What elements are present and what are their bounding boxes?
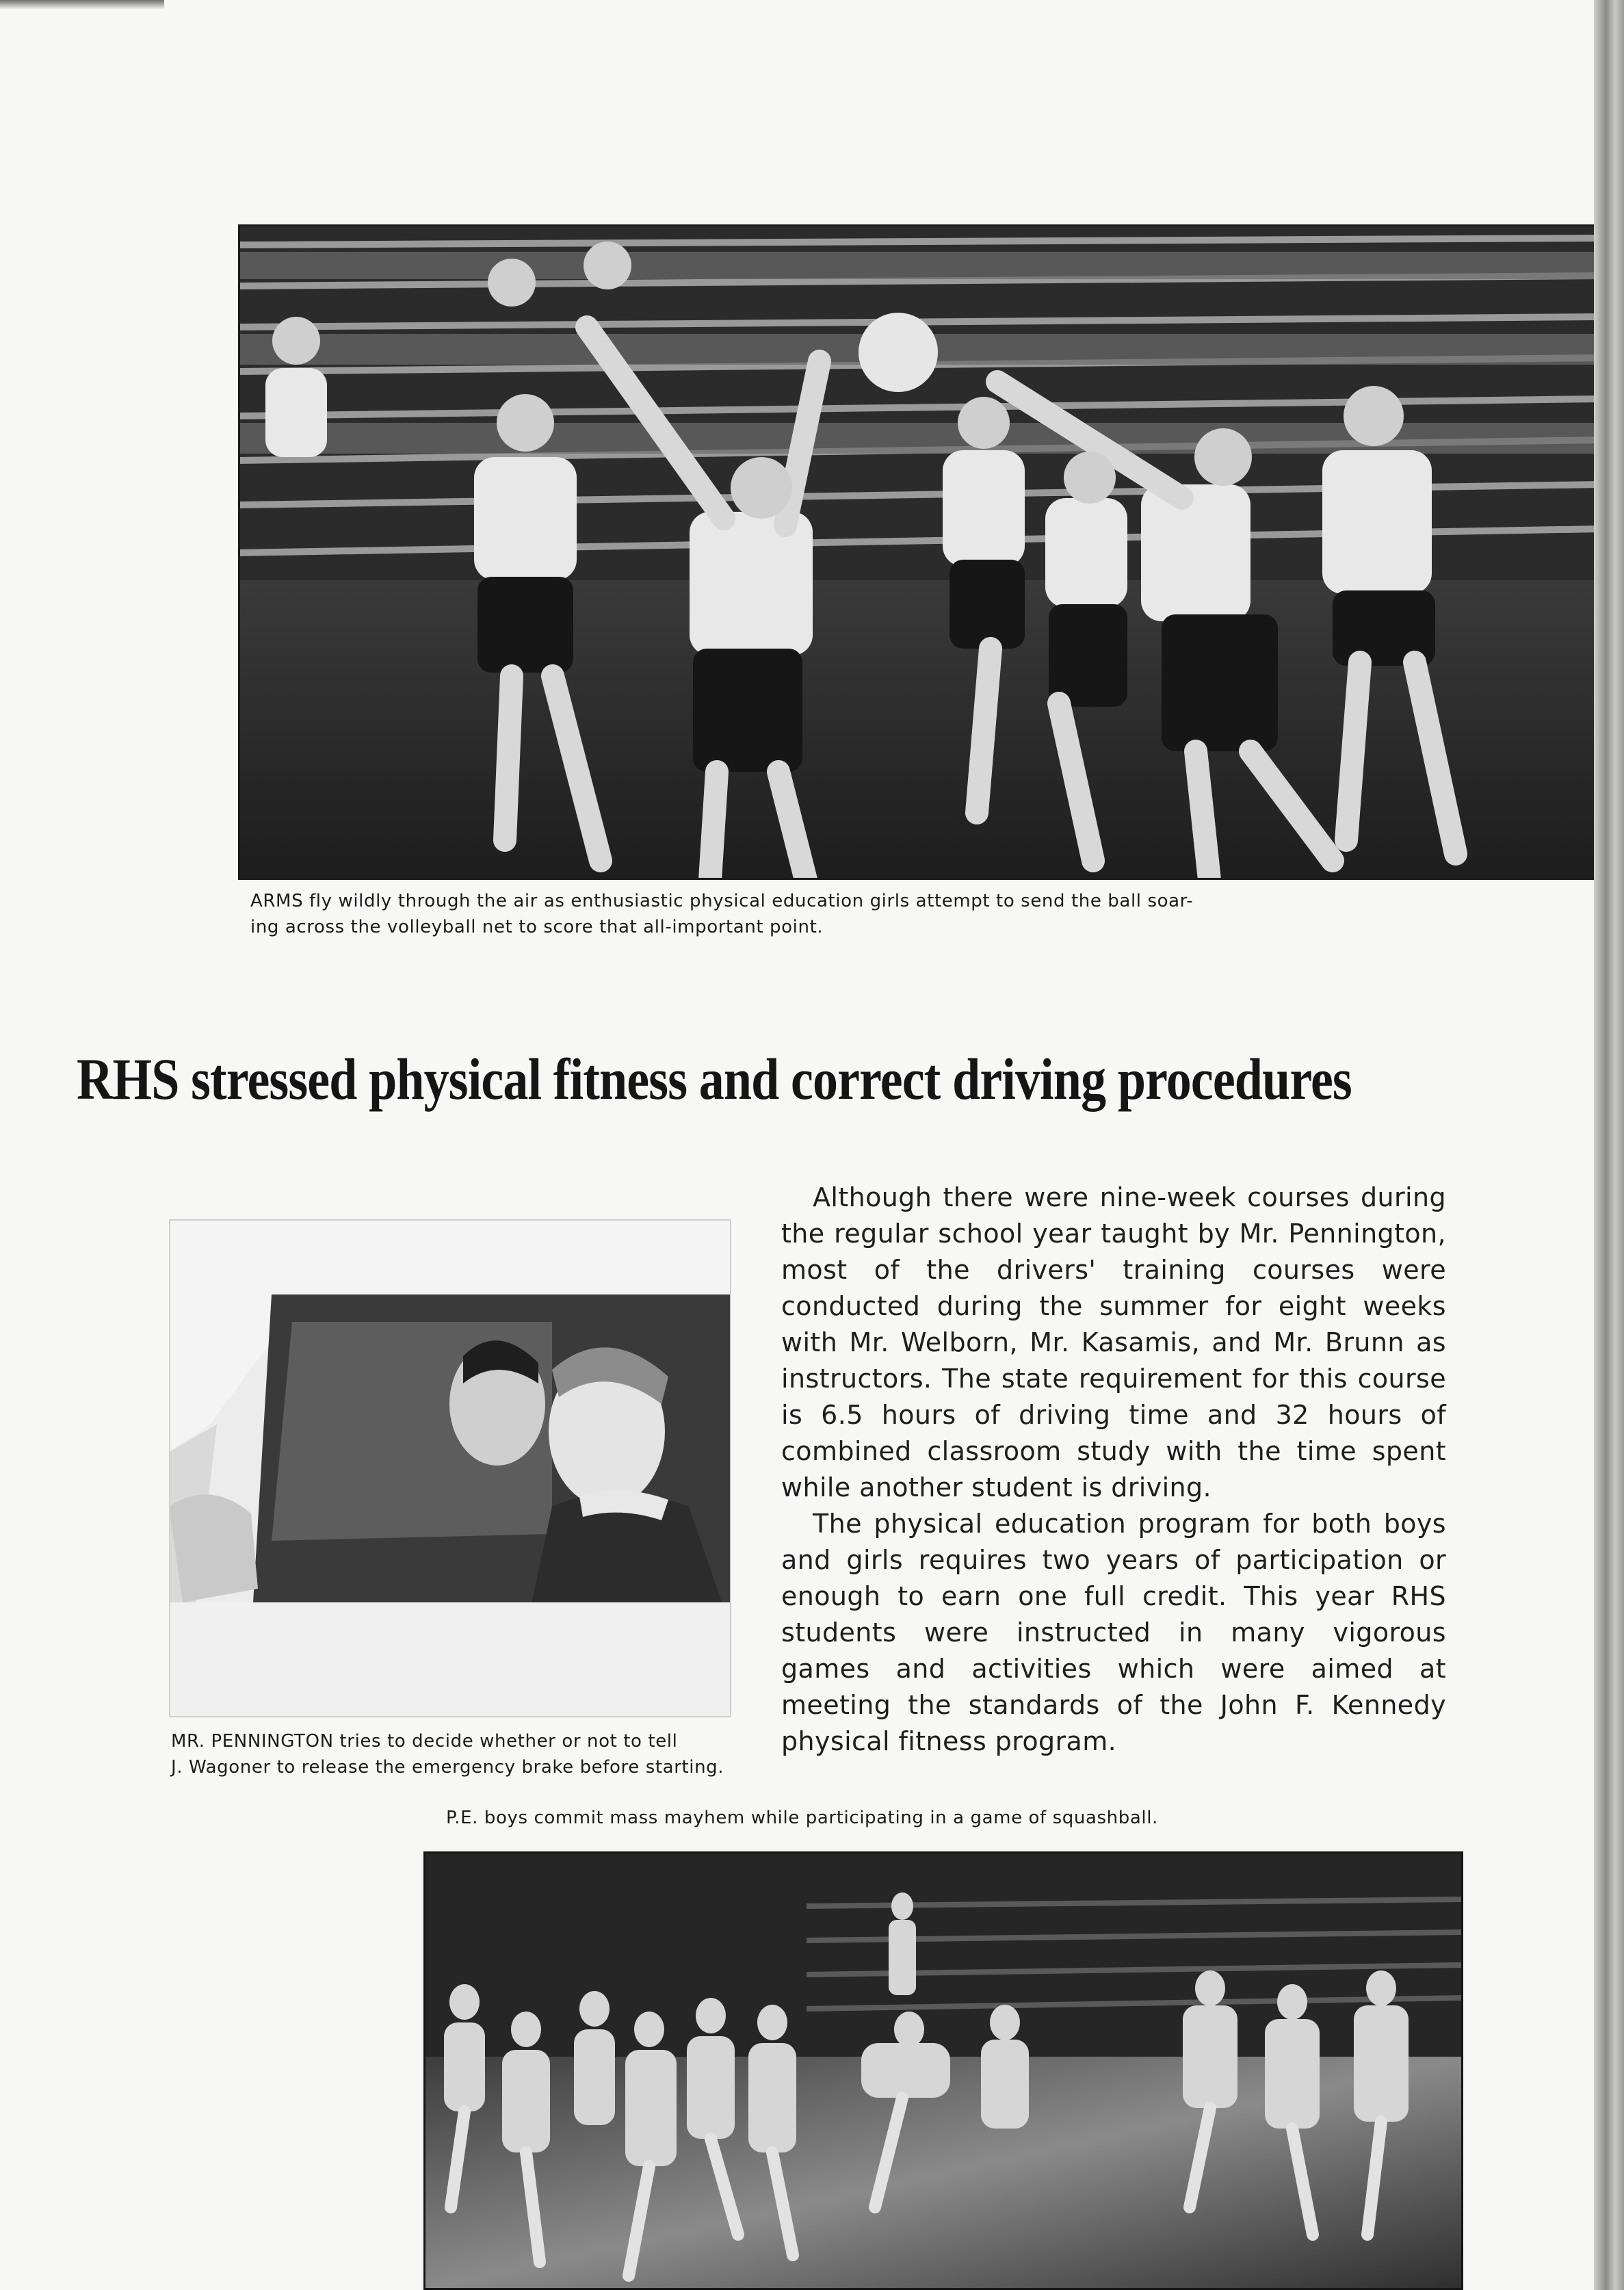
squashball-caption: P.E. boys commit mass mayhem while participating in a game of squashball. [446,1808,1158,1828]
scan-shadow [0,0,164,10]
page-edge [1594,0,1624,2290]
driving-caption: MR. PENNINGTON tries to decide whether or not to tell J. Wagoner to release the emergency brake before starting. [171,1731,724,1778]
article-body [781,1180,1446,1760]
driving-photo [169,1219,731,1717]
squashball-photo [423,1851,1463,2290]
volleyball-photo [238,224,1601,880]
paragraph-driving: Although there were nine-week courses during the regular school year taught by Mr. Pennington, most of the drivers' training courses were conducted during the summer for eight weeks with Mr. Welborn, Mr. Kasamis, and Mr. Brunn as instructors. The state requirement for this course is 6.5 hours of driving time and 32 hours of combined classroom study with the time spent while another student is driving. [781,1182,1446,1502]
page-headline: RHS stressed physical fitness and correct driving procedures [77,1046,1352,1112]
paragraph-physical-education: The physical education program for both boys and girls requires two years of participation or enough to earn one full credit. This year RHS students were instructed in many vigorous games and activities which were aimed at meeting the standards of the John F. Kennedy physical fitness program. [781,1509,1446,1756]
volleyball-caption: ARMS fly wildly through the air as enthusiastic physical education girls attempt to send the ball soar- ing across the volleyball net to score that all-important point. [250,891,1194,937]
